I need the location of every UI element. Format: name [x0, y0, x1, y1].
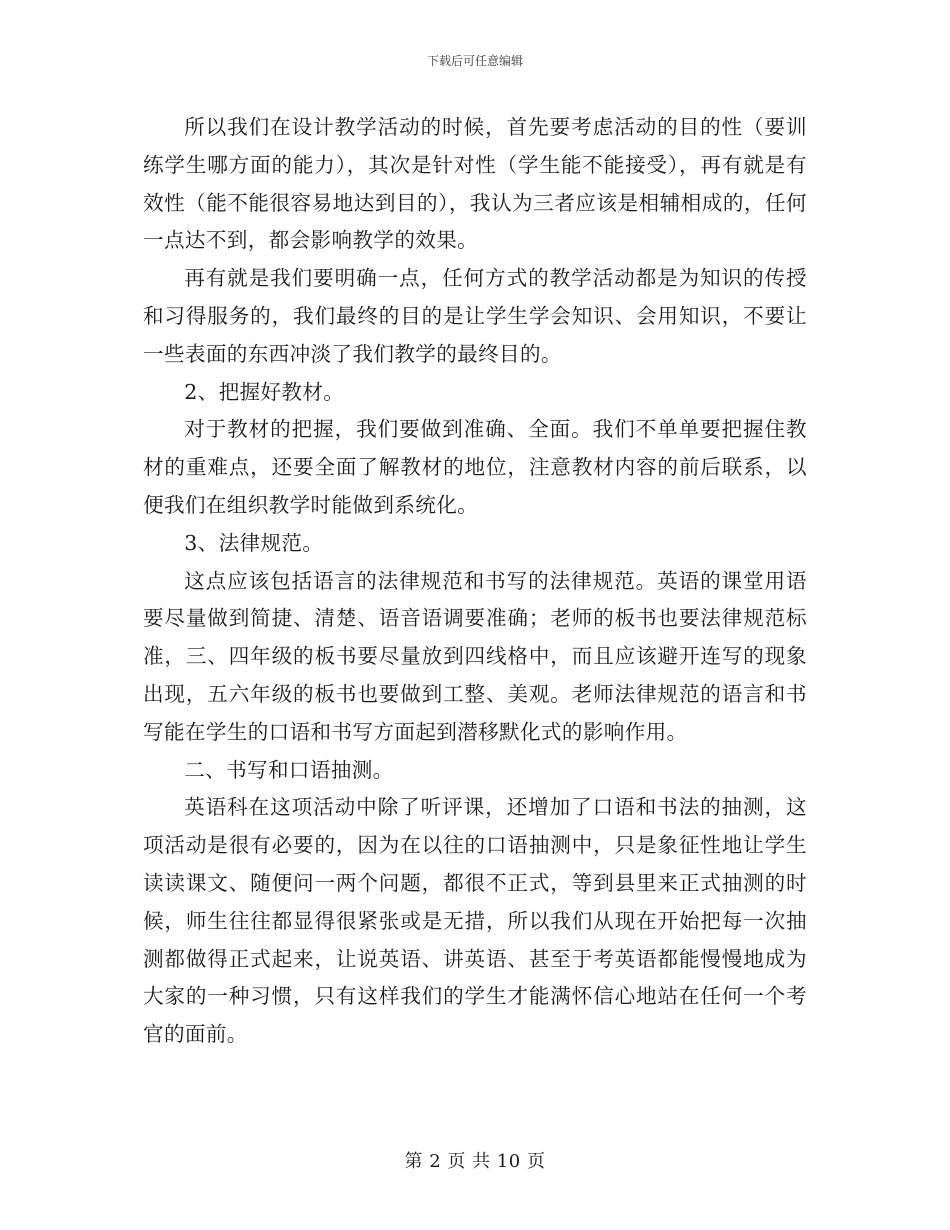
section-heading-textbook: 2、把握好教材。: [184, 379, 345, 404]
paragraph-textbook: 对于教材的把握，我们要做到准确、全面。我们不单单要把握住教材的重难点，还要全面了解教材的地位，注意教材内容的前后联系，以便我们在组织教学时能做到系统化。: [143, 417, 807, 517]
paragraph-oral-test: 英语科在这项活动中除了听评课，还增加了口语和书法的抽测，这项活动是很有必要的，因为在以往的口语抽测中，只是象征性地让学生读读课文、随便问一两个问题，都很不正式，等到县里来正式抽测的时候，师生往往都显得很紧张或是无措，所以我们从现在开始把每一次抽测都做得正式起来，让说英语、讲英语、甚至于考英语都能慢慢地成为大家的一种习惯，只有这样我们的学生才能满怀信心地站在任何一个考官的面前。: [143, 795, 807, 1047]
page-number-footer: 第 2 页 共 10 页: [404, 1151, 546, 1172]
paragraph-teaching-purpose: 再有就是我们要明确一点，任何方式的教学活动都是为知识的传授和习得服务的，我们最终的目的是让学生学会知识、会用知识，不要让一些表面的东西冲淡了我们教学的最终目的。: [143, 266, 807, 366]
section-heading-standards: 3、法律规范。: [184, 530, 324, 555]
page-header: 下载后可任意编辑: [426, 54, 523, 68]
document-body: [143, 109, 807, 1054]
paragraph-activity-design: 所以我们在设计教学活动的时候，首先要考虑活动的目的性（要训练学生哪方面的能力），其次是针对性（学生能不能接受），再有就是有效性（能不能很容易地达到目的），我认为三者应该是相辅相成的，任何一点达不到，都会影响教学的效果。: [143, 115, 807, 253]
section-heading-oral-test: 二、书写和口语抽测。: [184, 757, 394, 782]
paragraph-standards: 这点应该包括语言的法律规范和书写的法律规范。英语的课堂用语要尽量做到简捷、清楚、语音语调要准确；老师的板书也要法律规范标准，三、四年级的板书要尽量放到四线格中，而且应该避开连写的现象出现，五六年级的板书也要做到工整、美观。老师法律规范的语言和书写能在学生的口语和书写方面起到潜移默化式的影响作用。: [143, 568, 807, 744]
